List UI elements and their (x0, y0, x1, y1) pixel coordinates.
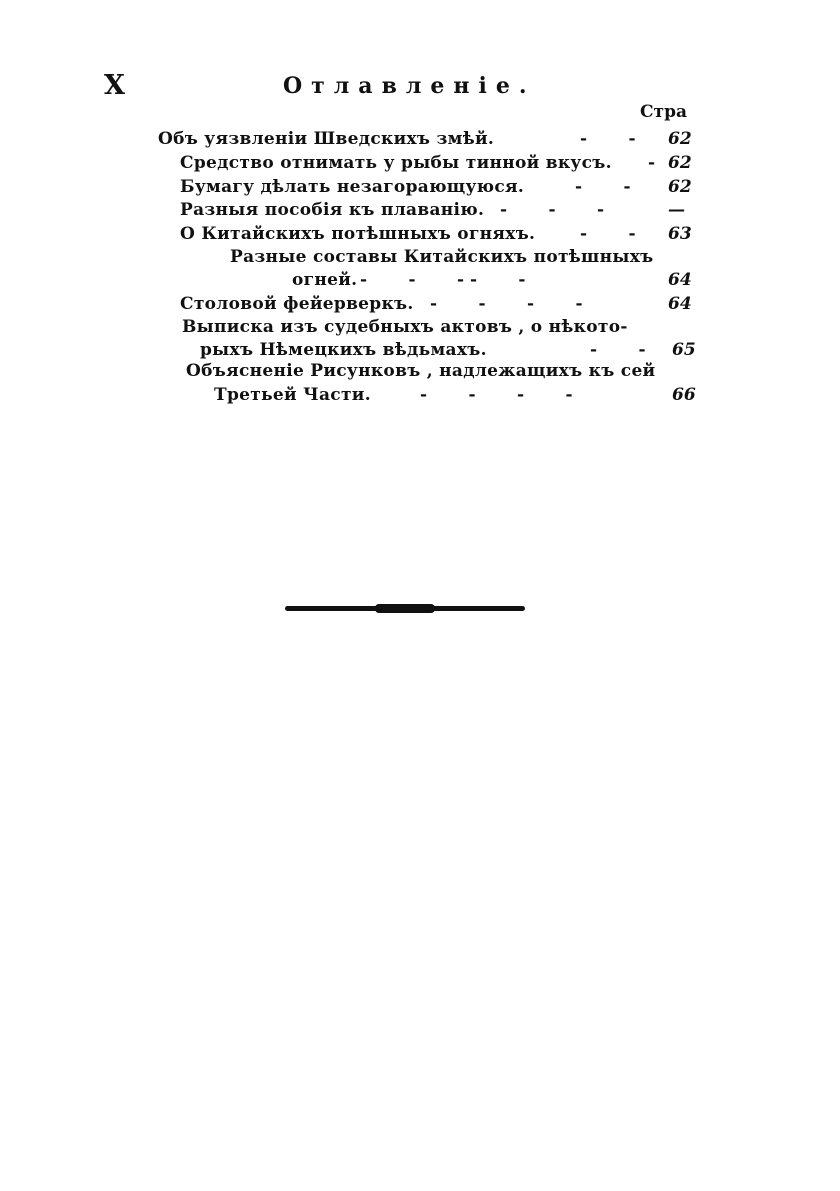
toc-entry-text: О Китайскихъ потѣшныхъ огняхъ. (180, 224, 536, 244)
page-numeral: X (104, 70, 125, 101)
toc-page-number: 66 (672, 385, 696, 405)
toc-leader: - - (580, 129, 636, 149)
toc-page-number: 64 (668, 270, 692, 290)
toc-leader: - (648, 153, 656, 173)
toc-entry-text: Третьей Части. (214, 385, 371, 405)
toc-leader: - - (580, 224, 636, 244)
toc-leader: - - - - (430, 294, 583, 314)
toc-entry-text: Разныя пособiя къ плаванiю. (180, 200, 485, 220)
toc-leader: - - (575, 177, 631, 197)
toc-entry-text: Выписка изъ судебныхъ актовъ , о нѣкото- (182, 317, 628, 337)
toc-page-number: 65 (672, 340, 696, 360)
toc-leader: - - - - - (360, 270, 526, 290)
page-title: Отлавленiе. (283, 73, 536, 99)
toc-entry-text: Средство отнимать у рыбы тинной вкусъ. (180, 153, 612, 173)
page-column-label: Стра (640, 102, 687, 122)
toc-entry-text: Объ уязвленiи Шведскихъ змѣй. (158, 129, 495, 149)
toc-leader: - - (590, 340, 646, 360)
toc-page-number: 64 (668, 294, 692, 314)
toc-entry-text: Объясненiе Рисунковъ , надлежащихъ къ сей (186, 361, 656, 381)
toc-page-number: 62 (668, 153, 692, 173)
toc-leader: - - - (500, 200, 605, 220)
toc-entry-text: огней. (292, 270, 358, 290)
toc-entry-text: Бумагу дѣлать незагорающуюся. (180, 177, 525, 197)
decorative-divider (285, 606, 525, 611)
toc-page-number: — (668, 200, 685, 220)
toc-entry-text: Столовой фейерверкъ. (180, 294, 414, 314)
toc-page-number: 63 (668, 224, 692, 244)
toc-entry-text: Разные составы Китайскихъ потѣшныхъ (230, 247, 654, 267)
toc-entry-text: рыхъ Нѣмецкихъ вѣдьмахъ. (200, 340, 487, 360)
toc-leader: - - - - (420, 385, 573, 405)
toc-page-number: 62 (668, 129, 692, 149)
toc-page-number: 62 (668, 177, 692, 197)
